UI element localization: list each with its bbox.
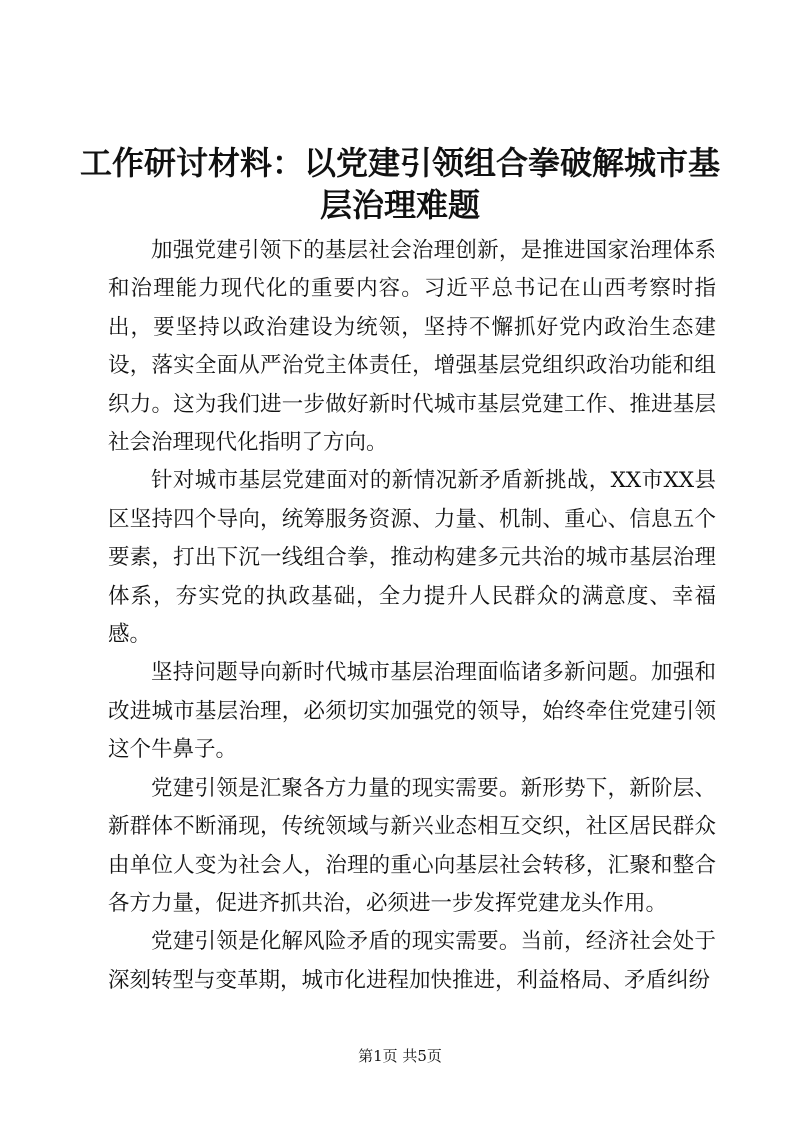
paragraph-5: 党建引领是化解风险矛盾的现实需要。当前，经济社会处于深刻转型与变革期，城市化进程加快推进，利益格局、矛盾纠纷 [108,929,716,993]
document-body [108,232,716,1000]
page-footer: 第1页 共5页 [358,1047,442,1065]
document-title: 工作研讨材料：以党建引领组合拳破解城市基层治理难题 [80,144,721,224]
paragraph-4: 党建引领是汇聚各方力量的现实需要。新形势下，新阶层、新群体不断涌现，传统领域与新兴业态相互交织，社区居民群众由单位人变为社会人，治理的重心向基层社会转移，汇聚和整合各方力量，促进齐抓共治，必须进一步发挥党建龙头作用。 [108,775,716,916]
paragraph-3: 坚持问题导向新时代城市基层治理面临诸多新问题。加强和改进城市基层治理，必须切实加强党的领导，始终牵住党建引领这个牛鼻子。 [108,660,716,763]
paragraph-1: 加强党建引领下的基层社会治理创新，是推进国家治理体系和治理能力现代化的重要内容。习近平总书记在山西考察时指出，要坚持以政治建设为统领，坚持不懈抓好党内政治生态建设，落实全面从严治党主体责任，增强基层党组织政治功能和组织力。这为我们进一步做好新时代城市基层党建工作、推进基层社会治理现代化指明了方向。 [108,238,716,456]
paragraph-2: 针对城市基层党建面对的新情况新矛盾新挑战，XX市XX县区坚持四个导向，统筹服务资源、力量、机制、重心、信息五个要素，打出下沉一线组合拳，推动构建多元共治的城市基层治理体系，夯实党的执政基础，全力提升人民群众的满意度、幸福感。 [108,468,716,648]
